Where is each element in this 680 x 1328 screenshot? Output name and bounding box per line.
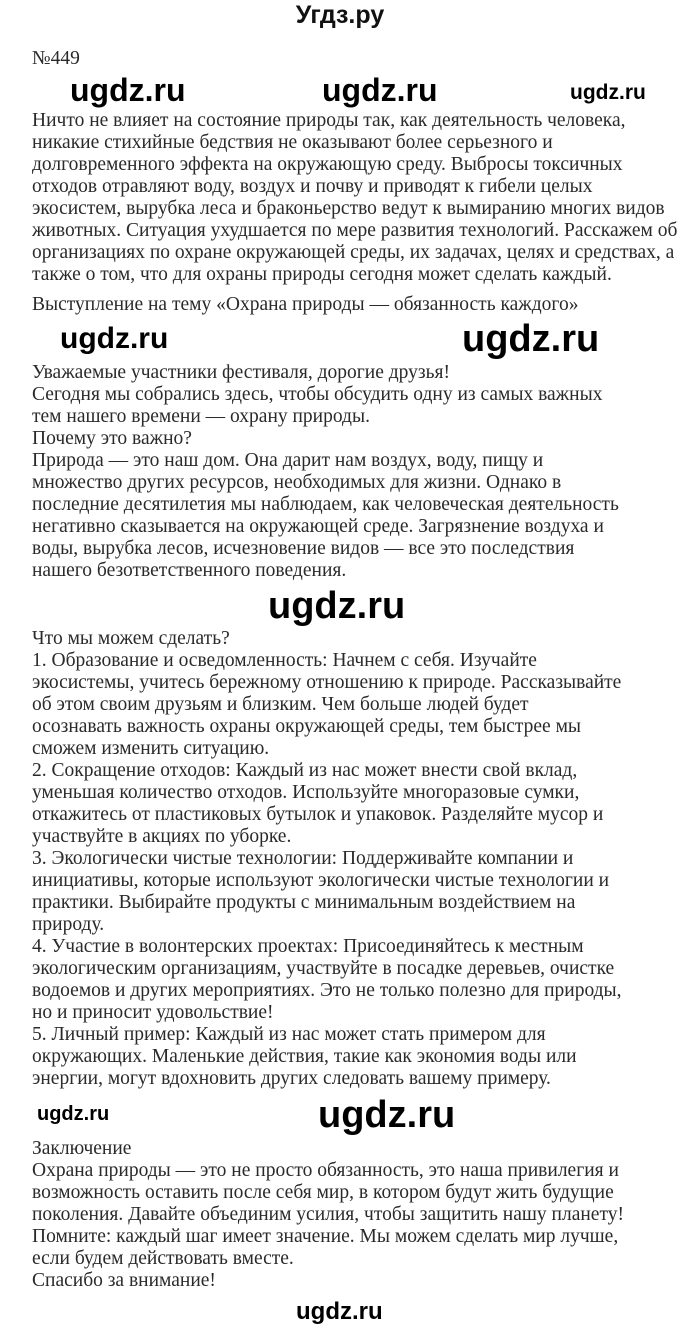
actions-line: сможем изменить ситуацию. [32,738,270,759]
intro-line: также о том, что для охраны природы сегодня может сделать каждый. [32,264,612,285]
conclusion-line: возможность оставить после себя мир, в котором будут жить будущие [32,1182,614,1203]
actions-line: осознавать важность охраны окружающей среды, тем быстрее мы [32,716,582,737]
speech-line: Природа — это наш дом. Она дарит нам воздух, воду, пищу и [32,450,544,471]
speech-line: Сегодня мы собрались здесь, чтобы обсудить одну из самых важных [32,384,603,405]
intro-line: животных. Ситуация ухудшается по мере развития технологий. Расскажем об [32,220,678,241]
actions-line: 4. Участие в волонтерских проектах: Присоединяйтесь к местным [32,936,584,957]
speech-paragraph [32,362,619,582]
speech-title: Выступление на тему «Охрана природы — обязанность каждого» [32,294,579,315]
watermark: ugdz.ru [296,1298,383,1325]
task-number: №449 [32,48,80,69]
intro-line: Ничто не влияет на состояние природы так, как деятельность человека, [32,110,626,131]
actions-line: Что мы можем сделать? [32,628,230,649]
actions-list [32,628,622,1090]
actions-line: об этом своим друзьям и близким. Чем больше людей будет [32,694,529,715]
actions-line: 2. Сокращение отходов: Каждый из нас может внести свой вклад, [32,760,578,781]
intro-line: отходов отравляют воду, воздух и почву и приводят к гибели целых [32,176,593,197]
actions-line: откажитесь от пластиковых бутылок и упаковок. Разделяйте мусор и [32,804,604,825]
conclusion-line: Спасибо за внимание! [32,1270,216,1291]
conclusion-paragraph [32,1138,624,1292]
conclusion-line: Охрана природы — это не просто обязанность, это наша привилегия и [32,1160,619,1181]
actions-line: природу. [32,914,105,935]
conclusion-line: Помните: каждый шаг имеет значение. Мы можем сделать мир лучше, [32,1226,619,1247]
actions-line: экологическим организациям, участвуйте в посадке деревьев, очистке [32,958,615,979]
speech-line: Почему это важно? [32,428,192,449]
actions-line: 3. Экологически чистые технологии: Поддерживайте компании и [32,848,574,869]
actions-line: 5. Личный пример: Каждый из нас может стать примером для [32,1024,546,1045]
intro-line: организациях по охране окружающей среды, их задачах, целях и средствах, а [32,242,675,263]
speech-line: тем нашего времени — охрану природы. [32,406,370,427]
conclusion-line: поколения. Давайте объединим усилия, чтобы защитить нашу планету! [32,1204,624,1225]
speech-line: воды, вырубка лесов, исчезновение видов — все это последствия [32,538,575,559]
actions-line: водоемов и других мероприятиях. Это не только полезно для природы, [32,980,622,1001]
actions-line: экосистемы, учитесь бережному отношению к природе. Рассказывайте [32,672,622,693]
intro-line: экосистем, вырубка леса и браконьерство ведут к вымиранию многих видов [32,198,665,219]
speech-line: множество других ресурсов, необходимых для жизни. Однако в [32,472,562,493]
watermark: ugdz.ru [462,318,600,360]
intro-line: никакие стихийные бедствия не оказывают более серьезного и [32,132,553,153]
intro-paragraph [32,110,677,286]
watermark: ugdz.ru [318,1094,456,1136]
actions-line: инициативы, которые используют экологически чистые технологии и [32,870,610,891]
actions-line: окружающих. Маленькие действия, такие как экономия воды или [32,1046,577,1067]
actions-line: но и приносит удовольствие! [32,1002,274,1023]
watermark: ugdz.ru [322,72,438,108]
actions-line: 1. Образование и осведомленность: Начнем с себя. Изучайте [32,650,537,671]
watermark: ugdz.ru [268,585,406,627]
intro-line: долговременного эффекта на окружающую среду. Выбросы токсичных [32,154,623,175]
speech-line: негативно сказывается на окружающей среде. Загрязнение воздуха и [32,516,604,537]
speech-line: нашего безответственного поведения. [32,560,347,581]
actions-line: участвуйте в акциях по уборке. [32,826,292,847]
speech-line: последние десятилетия мы наблюдаем, как человеческая деятельность [32,494,619,515]
actions-line: уменьшая количество отходов. Используйте многоразовые сумки, [32,782,580,803]
watermark: ugdz.ru [37,1103,110,1125]
actions-line: энергии, могут вдохновить других следовать вашему примеру. [32,1068,551,1089]
watermark: ugdz.ru [570,81,646,104]
conclusion-line: Заключение [32,1138,132,1159]
site-title: Угдз.ру [295,1,385,29]
watermark: ugdz.ru [60,322,169,355]
actions-line: практики. Выбирайте продукты с минимальным воздействием на [32,892,576,913]
watermark: ugdz.ru [70,72,186,108]
conclusion-line: если будем действовать вместе. [32,1248,294,1269]
speech-line: Уважаемые участники фестиваля, дорогие друзья! [32,362,450,383]
